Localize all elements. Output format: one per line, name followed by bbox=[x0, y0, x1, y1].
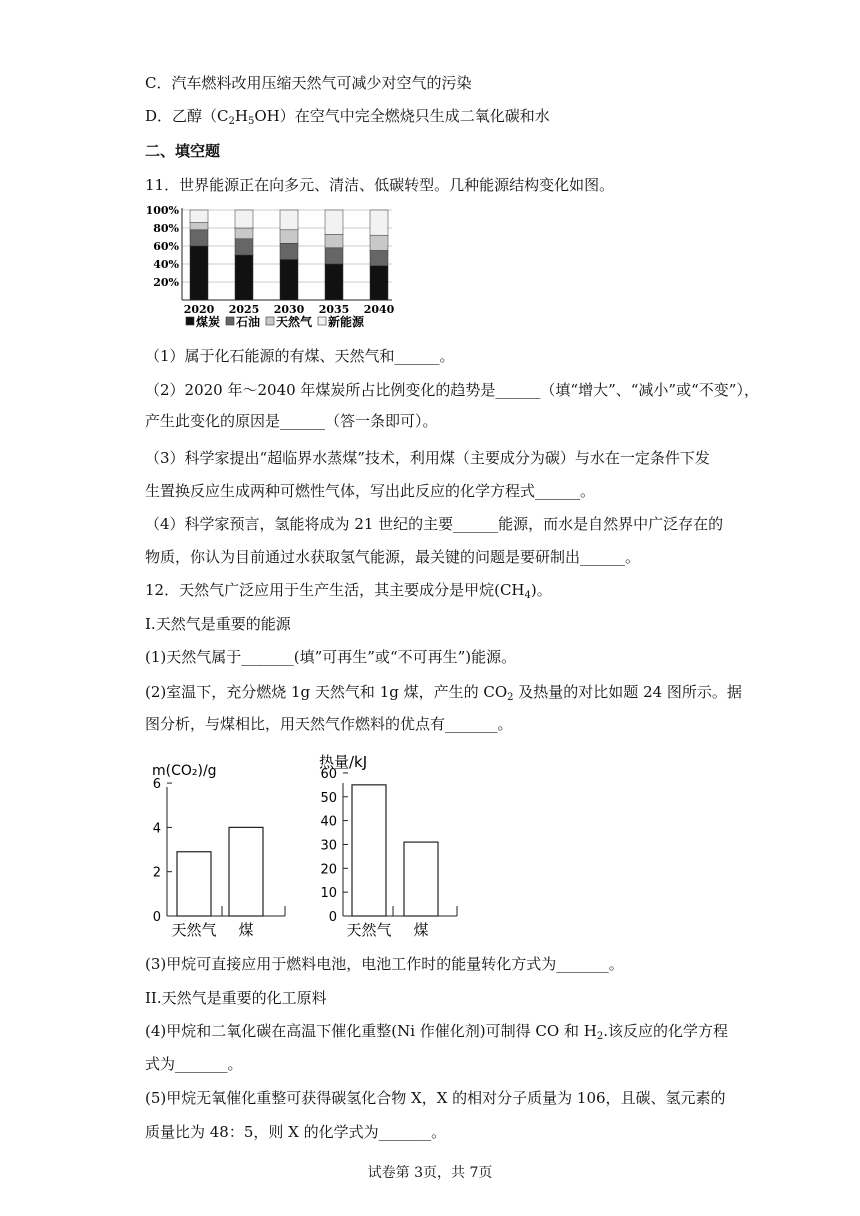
bar-煤炭 bbox=[280, 260, 298, 301]
x-tick-label: 2035 bbox=[318, 303, 350, 316]
legend-swatch bbox=[226, 317, 234, 325]
q11-part2-cont: 产生此变化的原因是______（答一条即可）。 bbox=[145, 412, 438, 430]
q12-part3: (3)甲烷可直接应用于燃料电池，电池工作时的能量转化方式为_______。 bbox=[145, 955, 624, 973]
q12-part1: (1)天然气属于_______(填”可再生”或“不可再生”)能源。 bbox=[145, 648, 517, 666]
x-tick-label: 天然气 bbox=[171, 921, 217, 939]
question-11: 11．世界能源正在向多元、清洁、低碳转型。几种能源结构变化如图。 bbox=[145, 176, 615, 194]
legend-label: 新能源 bbox=[328, 315, 365, 329]
q11-part4: （4）科学家预言，氢能将成为 21 世纪的主要______能源，而水是自然界中广泛存在的 bbox=[145, 515, 724, 533]
q12-part2: (2)室温下，充分燃烧 1g 天然气和 1g 煤，产生的 $CO_2$ 及热量的对比如题 24 图所示。据 bbox=[145, 683, 742, 703]
y-tick-label: 10 bbox=[320, 886, 337, 902]
bar-新能源 bbox=[325, 210, 343, 234]
bar-天然气 bbox=[235, 228, 253, 239]
y-tick-label: 40% bbox=[153, 258, 179, 271]
heat-chart bbox=[305, 745, 470, 945]
energy-structure-chart bbox=[140, 202, 400, 332]
x-tick-label: 2025 bbox=[228, 303, 260, 316]
q11-part1: （1）属于化石能源的有煤、天然气和______。 bbox=[145, 347, 455, 365]
q12-section2: II.天然气是重要的化工原料 bbox=[145, 989, 327, 1007]
question-12: 12．天然气广泛应用于生产生活，其主要成分是甲烷$(CH_4)$。 bbox=[145, 581, 552, 601]
bar-天然气 bbox=[370, 235, 388, 250]
legend-label: 煤炭 bbox=[196, 315, 221, 329]
q11-part3: （3）科学家提出“超临界水蒸煤”技术，利用煤（主要成分为碳）与水在一定条件下发 bbox=[145, 449, 710, 467]
legend-swatch bbox=[186, 317, 194, 325]
bar-新能源 bbox=[370, 210, 388, 235]
x-tick-label: 天然气 bbox=[346, 921, 392, 939]
co2-mass-chart bbox=[140, 755, 300, 945]
y-tick-label: 80% bbox=[153, 222, 179, 235]
bar-新能源 bbox=[190, 210, 208, 223]
bar-天然气 bbox=[177, 852, 211, 916]
x-tick-label: 2020 bbox=[183, 303, 215, 316]
y-tick-label: 6 bbox=[152, 777, 161, 793]
y-tick-label: 40 bbox=[320, 814, 337, 830]
bar-天然气 bbox=[280, 230, 298, 244]
bar-石油 bbox=[235, 239, 253, 255]
y-tick-label: 2 bbox=[152, 865, 161, 881]
x-tick-label: 煤 bbox=[238, 921, 254, 939]
page-footer: 试卷第 3页，共 7页 bbox=[367, 1165, 493, 1181]
y-tick-label: 4 bbox=[152, 821, 161, 837]
q12-section1: I.天然气是重要的能源 bbox=[145, 615, 291, 633]
bar-煤 bbox=[229, 827, 263, 916]
y-tick-label: 0 bbox=[152, 910, 161, 925]
y-tick-label: 60 bbox=[320, 766, 337, 782]
q12-part5: (5)甲烷无氧催化重整可获得碳氢化合物 X，X 的相对分子质量为 106，且碳、氢元素的 bbox=[145, 1089, 726, 1107]
q11-part3-cont: 生置换反应生成两种可燃性气体，写出此反应的化学方程式______。 bbox=[145, 482, 596, 500]
co2-axis-label: m(CO₂)/g bbox=[152, 763, 217, 779]
legend-swatch bbox=[266, 317, 274, 325]
legend-label: 石油 bbox=[236, 315, 261, 329]
y-tick-label: 50 bbox=[320, 790, 337, 806]
bar-石油 bbox=[325, 248, 343, 264]
legend-label: 天然气 bbox=[276, 315, 313, 329]
q12-part2-cont: 图分析，与煤相比，用天然气作燃料的优点有_______。 bbox=[145, 715, 513, 733]
x-tick-label: 煤 bbox=[413, 921, 429, 939]
bar-煤炭 bbox=[325, 264, 343, 300]
option-c: C．汽车燃料改用压缩天然气可减少对空气的污染 bbox=[145, 74, 472, 92]
bar-煤炭 bbox=[190, 246, 208, 300]
x-tick-label: 2030 bbox=[273, 303, 305, 316]
y-tick-label: 20 bbox=[320, 862, 337, 878]
bar-石油 bbox=[370, 251, 388, 266]
legend-swatch bbox=[318, 317, 326, 325]
y-tick-label: 100% bbox=[145, 204, 179, 217]
bar-煤炭 bbox=[235, 255, 253, 300]
heat-axis-label: 热量/kJ bbox=[319, 753, 368, 771]
bar-天然气 bbox=[352, 785, 386, 916]
section-heading: 二、填空题 bbox=[145, 142, 221, 160]
bar-煤 bbox=[404, 842, 438, 916]
bar-天然气 bbox=[325, 234, 343, 248]
y-tick-label: 30 bbox=[320, 838, 337, 854]
bar-石油 bbox=[190, 230, 208, 246]
y-tick-label: 20% bbox=[153, 276, 179, 289]
option-d: D．乙醇$(C_2H_5OH)$在空气中完全燃烧只生成二氧化碳和水 bbox=[145, 107, 550, 127]
y-tick-label: 60% bbox=[153, 240, 179, 253]
q11-part2: （2）2020 年～2040 年煤炭所占比例变化的趋势是______（填“增大”、“减小”或“不变”）， bbox=[145, 381, 759, 399]
bar-新能源 bbox=[280, 210, 298, 230]
q12-part4: (4)甲烷和二氧化碳在高温下催化重整(Ni 作催化剂)可制得 CO 和 $H_2$.该反应的化学方程 bbox=[145, 1022, 728, 1042]
q12-part4-cont: 式为_______。 bbox=[145, 1055, 243, 1073]
bar-天然气 bbox=[190, 223, 208, 230]
y-tick-label: 0 bbox=[328, 910, 337, 925]
bar-石油 bbox=[280, 243, 298, 259]
q12-part5-cont: 质量比为 48：5，则 X 的化学式为_______。 bbox=[145, 1123, 447, 1141]
q11-part4-cont: 物质，你认为目前通过水获取氢气能源，最关键的问题是要研制出______。 bbox=[145, 548, 641, 566]
bar-煤炭 bbox=[370, 266, 388, 300]
x-tick-label: 2040 bbox=[363, 303, 395, 316]
bar-新能源 bbox=[235, 210, 253, 228]
